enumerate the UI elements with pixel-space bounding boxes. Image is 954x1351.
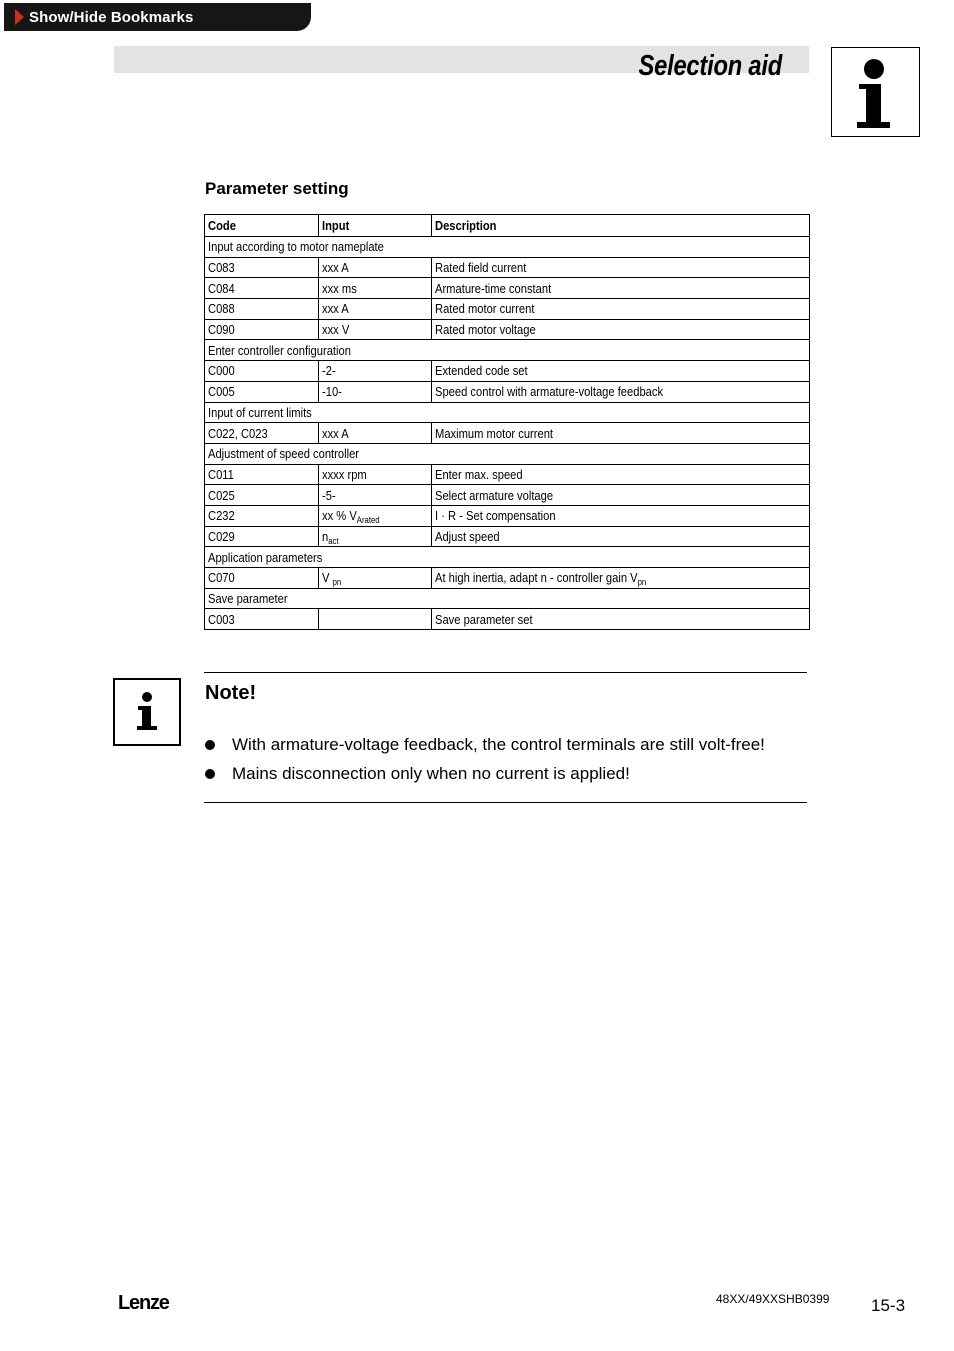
bookmarks-label: Show/Hide Bookmarks: [29, 8, 194, 26]
cell-input: -5-: [319, 485, 432, 506]
bullet-icon: [205, 769, 215, 779]
cell-input: xxx A: [319, 299, 432, 320]
cell-description: Adjust speed: [432, 526, 810, 547]
cell-input: xx % $V_{Arated}$: [319, 505, 432, 526]
cell-code: C005: [205, 381, 319, 402]
table-row: [205, 319, 810, 340]
cell-input: -10-: [319, 381, 432, 402]
table-header-row: [205, 215, 810, 237]
cell-code: C011: [205, 464, 319, 485]
cell-input: xxx V: [319, 319, 432, 340]
cell-description: I · R - Set compensation: [432, 505, 810, 526]
parameter-table: [204, 214, 810, 630]
info-icon: [113, 678, 181, 746]
table-row: [205, 526, 810, 547]
group-row: Save parameter: [205, 588, 810, 609]
cell-code: C083: [205, 257, 319, 278]
cell-description: Maximum motor current: [432, 423, 810, 444]
cell-code: C232: [205, 505, 319, 526]
group-row: Enter controller configuration: [205, 340, 810, 361]
cell-code: C022, C023: [205, 423, 319, 444]
cell-description: Speed control with armature-voltage feedback: [432, 381, 810, 402]
table-row: [205, 361, 810, 382]
cell-input: xxx ms: [319, 278, 432, 299]
cell-code: C029: [205, 526, 319, 547]
triangle-right-icon: [15, 9, 24, 25]
footer-doc-id: 48XX/49XXSHB0399: [716, 1292, 830, 1306]
page-title: Selection aid: [638, 50, 782, 82]
cell-description: At high inertia, adapt n - controller gain $V_{pn}$: [432, 568, 810, 589]
group-row: Application parameters: [205, 547, 810, 568]
bullet-icon: [205, 740, 215, 750]
cell-code: C070: [205, 568, 319, 589]
cell-input: xxxx rpm: [319, 464, 432, 485]
cell-description: Select armature voltage: [432, 485, 810, 506]
cell-input: V $_{pn}$: [319, 568, 432, 589]
table-row: [205, 278, 810, 299]
table-row: [205, 505, 810, 526]
cell-input: xxx A: [319, 257, 432, 278]
table-row: [205, 464, 810, 485]
group-row: Adjustment of speed controller: [205, 443, 810, 464]
cell-code: C084: [205, 278, 319, 299]
cell-code: C000: [205, 361, 319, 382]
cell-description: Rated motor current: [432, 299, 810, 320]
table-row: [205, 423, 810, 444]
footer-logo: Lenze: [118, 1292, 169, 1314]
cell-input: $n_{act}$: [319, 526, 432, 547]
table-row: [205, 257, 810, 278]
cell-code: C090: [205, 319, 319, 340]
group-row: Input of current limits: [205, 402, 810, 423]
info-icon: [831, 47, 920, 137]
cell-description: Extended code set: [432, 361, 810, 382]
table-row: [205, 299, 810, 320]
note-bottom-divider: [204, 802, 807, 803]
cell-code: C025: [205, 485, 319, 506]
cell-description: Rated field current: [432, 257, 810, 278]
table-row: [205, 485, 810, 506]
cell-description: Rated motor voltage: [432, 319, 810, 340]
cell-code: C003: [205, 609, 319, 630]
cell-code: C088: [205, 299, 319, 320]
list-item: With armature-voltage feedback, the control terminals are still volt-free!: [204, 730, 765, 759]
cell-input: -2-: [319, 361, 432, 382]
cell-input: [319, 609, 432, 630]
cell-description: Armature-time constant: [432, 278, 810, 299]
cell-description: Enter max. speed: [432, 464, 810, 485]
cell-description: Save parameter set: [432, 609, 810, 630]
header-input: Input: [319, 215, 432, 237]
note-title: Note!: [205, 682, 257, 704]
page-number: 15-3: [871, 1296, 906, 1315]
table-row: [205, 381, 810, 402]
header-description: Description: [432, 215, 810, 237]
show-hide-bookmarks-button[interactable]: [4, 3, 311, 31]
header-code: Code: [205, 215, 319, 237]
note-top-divider: [204, 672, 807, 673]
section-heading: Parameter setting: [205, 179, 349, 198]
table-row: [205, 609, 810, 630]
table-row: [205, 568, 810, 589]
cell-input: xxx A: [319, 423, 432, 444]
list-item: Mains disconnection only when no current is applied!: [204, 759, 765, 788]
group-row: Input according to motor nameplate: [205, 237, 810, 258]
note-list: [204, 730, 765, 788]
